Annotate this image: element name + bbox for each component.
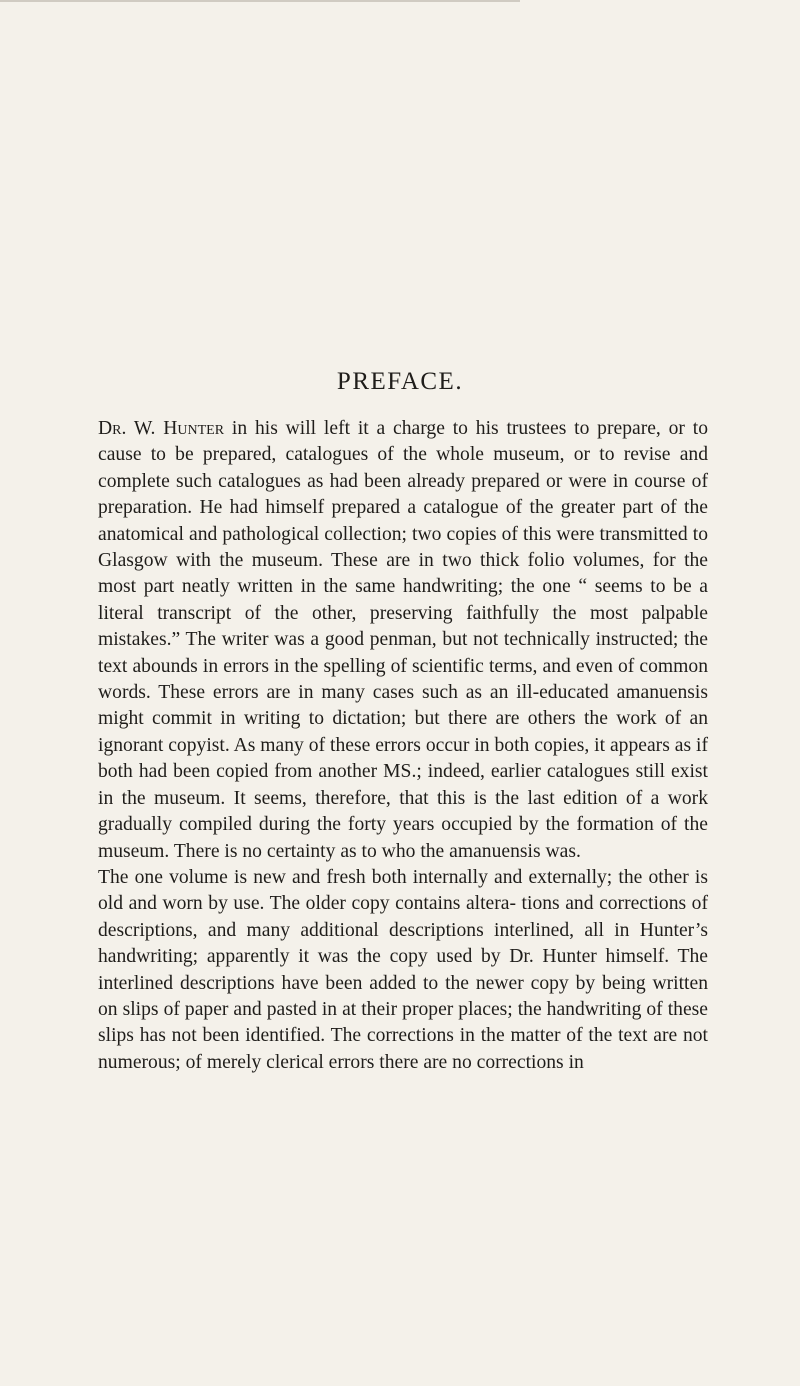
preface-body	[98, 416, 708, 1076]
paragraph-2: The one volume is new and fresh both internally and externally; the other is old and worn by use. The older copy contains altera- tions and corrections of descriptions, and many additional descriptions interlined, all in Hunter’s handwriting; apparently it was the copy used by Dr. Hunter himself. The interlined descriptions have been added to the newer copy by being written on slips of paper and pasted in at their proper places; the handwriting of these slips has not been identified. The corrections in the matter of the text are not numerous; of merely clerical errors there are no corrections in	[98, 866, 708, 1073]
paragraph-1-text: in his will left it a charge to his trustees to prepare, or to cause to be prepared, catalogues of the whole museum, or to revise and complete such catalogues as had been already prepared or were in course of preparation. He had himself prepared a catalogue of the greater part of the anatomical and pathological collection; two copies of this were transmitted to Glasgow with the museum. These are in two thick folio volumes, for the most part neatly written in the same handwriting; the one “ seems to be a literal transcript of the other, preserving faithfully the most palpable mistakes.” The writer was a good penman, but not technically instructed; the text abounds in errors in the spelling of scientific terms, and even of common words. These errors are in many cases such as an ill-educated amanuensis might commit in writing to dictation; but there are others the work of an ignorant copyist. As many of these errors occur in both copies, it appears as if both had been copied from another MS.; indeed, earlier catalogues still exist in the museum. It seems, therefore, that this is the last edition of a work gradually compiled during the forty years occupied by the formation of the museum. There is no certainty as to who the amanuensis was.	[98, 418, 709, 862]
page-title: PREFACE.	[336, 368, 464, 395]
page-edge-rule	[0, 0, 520, 2]
author-name: Dr. W. Hunter	[98, 418, 225, 439]
paragraph-1	[98, 416, 708, 865]
